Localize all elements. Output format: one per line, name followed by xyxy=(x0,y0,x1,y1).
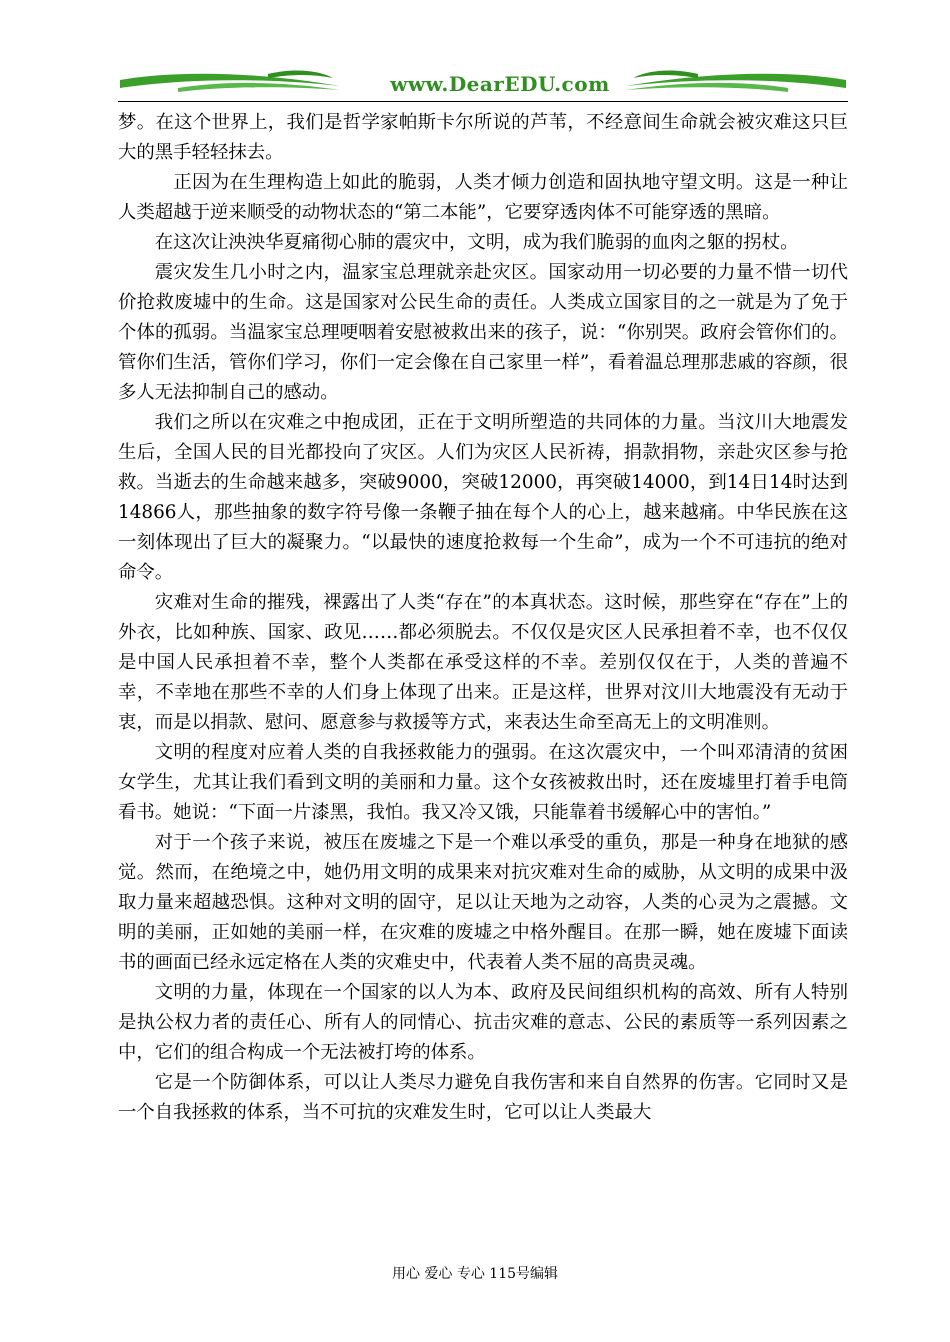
paragraph: 正因为在生理构造上如此的脆弱，人类才倾力创造和固执地守望文明。这是一种让人类超越于逆来顺受的动物状态的“第二本能”，它要穿透肉体不可能穿透的黑暗。 xyxy=(118,172,848,223)
page-header xyxy=(118,66,848,106)
article-body xyxy=(118,108,848,1128)
paragraph: 它是一个防御体系，可以让人类尽力避免自我伤害和来自自然界的伤害。它同时又是一个自我拯救的体系，当不可抗的灾难发生时，它可以让人类最大 xyxy=(118,1072,848,1123)
paragraph: 震灾发生几小时之内，温家宝总理就亲赴灾区。国家动用一切必要的力量不惜一切代价抢救废墟中的生命。这是国家对公民生命的责任。人类成立国家目的之一就是为了免于个体的孤弱。当温家宝总理哽咽着安慰被救出来的孩子，说：“你别哭。政府会管你们的。管你们生活，管你们学习，你们一定会像在自己家里一样”，看着温总理那悲戚的容颜，很多人无法抑制自己的感动。 xyxy=(118,262,848,403)
site-logo-text: www.DearEDU.com xyxy=(390,72,610,96)
page-footer: 用心 爱心 专心 115号编辑 xyxy=(391,1266,559,1282)
paragraph: 在这次让泱泱华夏痛彻心肺的震灾中，文明，成为我们脆弱的血肉之躯的拐杖。 xyxy=(154,232,799,253)
paragraph: 文明的程度对应着人类的自我拯救能力的强弱。在这次震灾中，一个叫邓清清的贫困女学生，尤其让我们看到文明的美丽和力量。这个女孩被救出时，还在废墟里打着手电筒看书。她说：“下面一片漆黑，我怕。我又冷又饿，只能靠着书缓解心中的害怕。” xyxy=(118,742,848,823)
header-divider xyxy=(118,101,848,102)
paragraph: 灾难对生命的摧残，裸露出了人类“存在”的本真状态。这时候，那些穿在“存在”上的外衣，比如种族、国家、政见……都必须脱去。不仅仅是灾区人民承担着不幸，也不仅仅是中国人民承担着不幸，整个人类都在承受这样的不幸。差别仅仅在于，人类的普遍不幸，不幸地在那些不幸的人们身上体现了出来。正是这样，世界对汶川大地震没有无动于衷，而是以捐款、慰问、愿意参与救援等方式，来表达生命至高无上的文明准则。 xyxy=(118,592,848,733)
paragraph: 梦。在这个世界上，我们是哲学家帕斯卡尔所说的芦苇，不经意间生命就会被灾难这只巨大的黑手轻轻抹去。 xyxy=(118,112,848,163)
paragraph: 我们之所以在灾难之中抱成团，正在于文明所塑造的共同体的力量。当汶川大地震发生后，全国人民的目光都投向了灾区。人们为灾区人民祈祷，捐款捐物，亲赴灾区参与抢救。当逝去的生命越来越多，突破9000，突破12000，再突破14000，到14日14时达到14866人，那些抽象的数字符号像一条鞭子抽在每个人的心上，越来越痛。中华民族在这一刻体现出了巨大的凝聚力。“以最快的速度抢救每一个生命”，成为一个不可违抗的绝对命令。 xyxy=(118,412,848,583)
paragraph: 对于一个孩子来说，被压在废墟之下是一个难以承受的重负，那是一种身在地狱的感觉。然而，在绝境之中，她仍用文明的成果来对抗灾难对生命的威胁，从文明的成果中汲取力量来超越恐惧。这种对文明的固守，足以让天地为之动容，人类的心灵为之震撼。文明的美丽，正如她的美丽一样，在灾难的废墟之中格外醒目。在那一瞬，她在废墟下面读书的画面已经永远定格在人类的灾难史中，代表着人类不屈的高贵灵魂。 xyxy=(118,832,848,973)
paragraph: 文明的力量，体现在一个国家的以人为本、政府及民间组织机构的高效、所有人特别是执公权力者的责任心、所有人的同情心、抗击灾难的意志、公民的素质等一系列因素之中，它们的组合构成一个无法被打垮的体系。 xyxy=(118,982,848,1063)
